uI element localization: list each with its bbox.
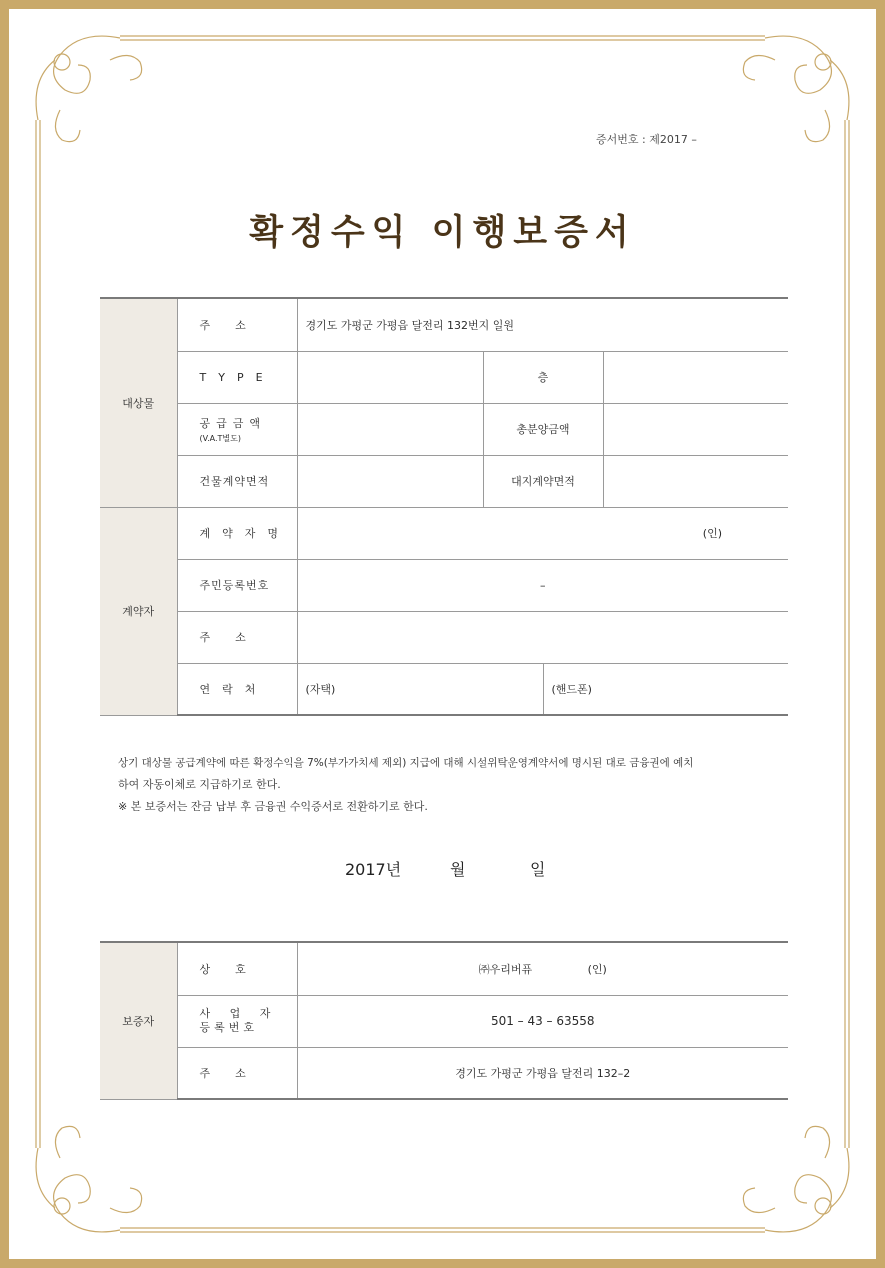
- body-text: [118, 752, 778, 818]
- body-line-2: 하여 자동이체로 지급하기로 한다.: [118, 778, 281, 791]
- section-target: 대상물: [100, 298, 177, 507]
- date-year: 2017년: [345, 860, 402, 879]
- value-home-phone[interactable]: (자택): [297, 663, 543, 715]
- value-land-area[interactable]: [603, 455, 788, 507]
- label-target-address: 주 소: [177, 298, 297, 351]
- label-company: 상 호: [177, 942, 297, 995]
- value-guarantor-address: 경기도 가평군 가평읍 달전리 132–2: [297, 1047, 788, 1099]
- label-contact: 연락처: [177, 663, 297, 715]
- value-company: [297, 942, 788, 995]
- registration-label-1: 사 업 자: [199, 1007, 279, 1020]
- label-floor: 층: [483, 351, 603, 403]
- value-contractor-address[interactable]: [297, 611, 788, 663]
- label-id-number: 주민등록번호: [177, 559, 297, 611]
- supply-amount-text: 공급금액: [199, 416, 267, 430]
- value-total-sale[interactable]: [603, 403, 788, 455]
- section-contractor: 계약자: [100, 507, 177, 715]
- section-guarantor: 보증자: [100, 942, 177, 1099]
- value-supply-amount[interactable]: [297, 403, 483, 455]
- value-mobile-phone[interactable]: (핸드폰): [543, 663, 788, 715]
- registration-label-2: 등록번호: [199, 1021, 259, 1034]
- value-building-area[interactable]: [297, 455, 483, 507]
- date-month: 월: [450, 860, 466, 879]
- value-type[interactable]: [297, 351, 483, 403]
- label-building-area: 건물계약면적: [177, 455, 297, 507]
- label-type: TYPE: [177, 351, 297, 403]
- document-title: 확정수익 이행보증서: [249, 212, 636, 253]
- contractor-seal: (인): [702, 527, 722, 540]
- label-registration: [177, 995, 297, 1047]
- supply-amount-note: (V.A.T별도): [199, 433, 241, 443]
- label-total-sale: 총분양금액: [483, 403, 603, 455]
- body-line-1: 상기 대상물 공급계약에 따른 확정수익을 7%(부가가치세 제외) 지급에 대해 시설위탁운영계약서에 명시된 대로 금융권에 예치: [118, 757, 694, 769]
- certificate-number: 증서번호 : 제2017 –: [596, 133, 697, 146]
- value-target-address: 경기도 가평군 가평읍 달전리 132번지 일원: [297, 298, 788, 351]
- label-contractor-address: 주 소: [177, 611, 297, 663]
- value-registration: 501 – 43 – 63558: [297, 995, 788, 1047]
- company-name: ㈜우리버퓨: [478, 962, 533, 976]
- issue-date: [345, 857, 545, 880]
- value-contractor-name[interactable]: [297, 507, 788, 559]
- label-land-area: 대지계약면적: [483, 455, 603, 507]
- label-supply-amount: [177, 403, 297, 455]
- value-floor[interactable]: [603, 351, 788, 403]
- label-contractor-name: 계약자명: [177, 507, 297, 559]
- guarantor-seal: (인): [587, 962, 607, 976]
- guarantor-table: [100, 941, 788, 1100]
- value-id-number[interactable]: –: [297, 559, 788, 611]
- target-contractor-table: [100, 297, 788, 716]
- date-day: 일: [530, 860, 546, 879]
- body-note: ※ 본 보증서는 잔금 납부 후 금융권 수익증서로 전환하기로 한다.: [118, 800, 428, 813]
- label-guarantor-address: 주 소: [177, 1047, 297, 1099]
